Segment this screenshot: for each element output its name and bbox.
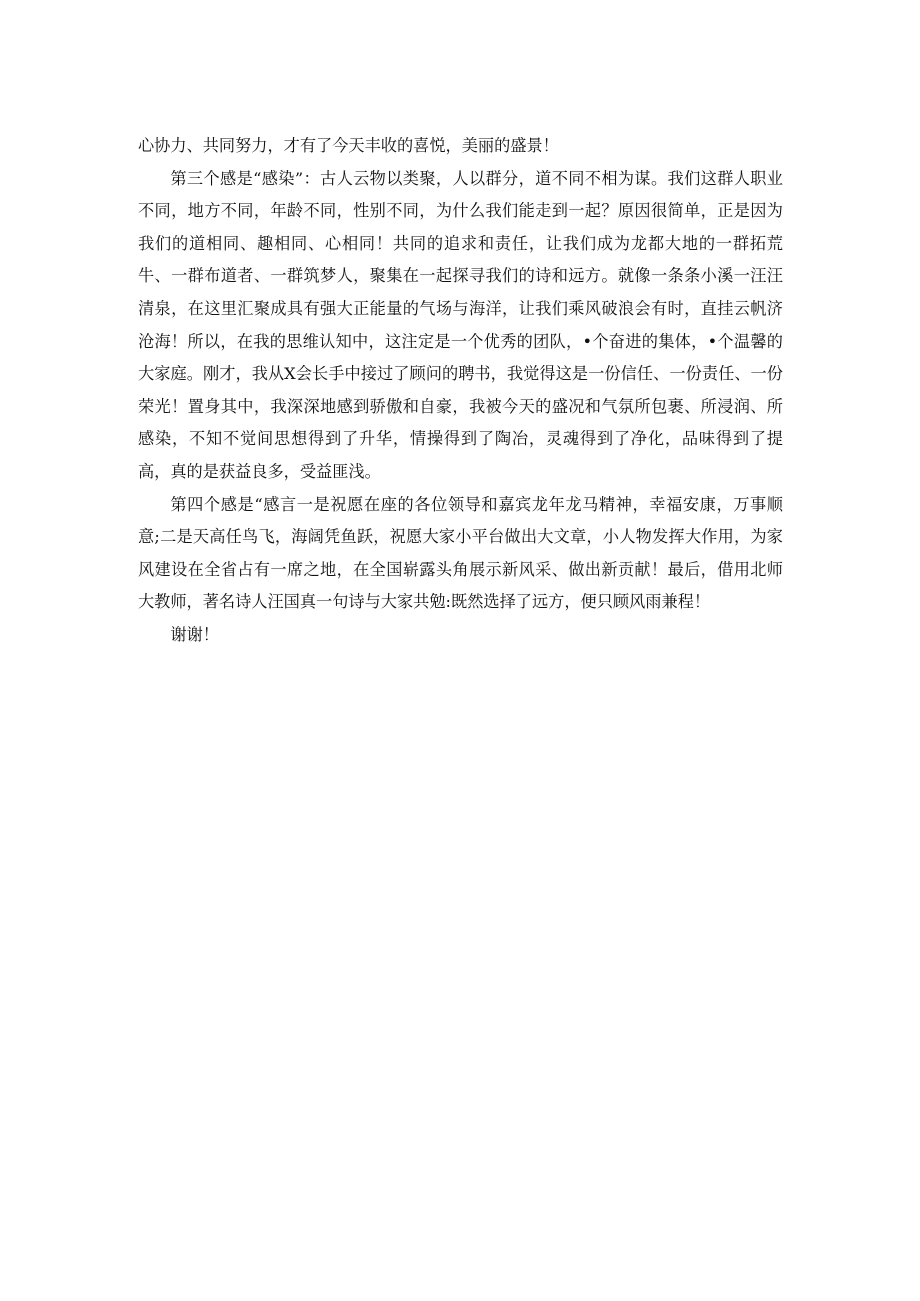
paragraph-fourth-feeling: 第四个感是“感言一是祝愿在座的各位领导和嘉宾龙年龙马精神，幸福安康，万事顺意;二是天高任鸟飞，海阔凭鱼跃，祝愿大家小平台做出大文章，小人物发挥大作用，为家风建设在全省占有一席之地，在全国崭露头角展示新风采、做出新贡献！最后，借用北师大教师，著名诗人汪国真一句诗与大家共勉:既然选择了远方，便只顾风雨兼程！	[138, 494, 783, 612]
paragraph-thanks: 谢谢！	[170, 624, 219, 644]
paragraph-continuation: 心协力、共同努力，才有了今天丰收的喜悦，美丽的盛景！	[138, 136, 559, 155]
paragraph-third-feeling: 第三个感是“感染”：古人云物以类聚，人以群分，道不同不相为谋。我们这群人职业不同，地方不同，年龄不同，性别不同，为什么我们能走到一起？原因很简单，正是因为我们的道相同、趣相同、心相同！共同的追求和责任，让我们成为龙都大地的一群拓荒牛、一群布道者、一群筑梦人，聚集在一起探寻我们的诗和远方。就像一条条小溪一汪汪清泉，在这里汇聚成具有强大正能量的气场与海洋，让我们乘风破浪会有时，直挂云帆济沧海！所以，在我的思维认知中，这注定是一个优秀的团队，•个奋进的集体，•个温馨的大家庭。刚才，我从X会长手中接过了顾问的聘书，我觉得这是一份信任、一份责任、一份荣光！置身其中，我深深地感到骄傲和自豪，我被今天的盛况和气氛所包裹、所浸润、所感染，不知不觉间思想得到了升华，情操得到了陶冶，灵魂得到了净化，品味得到了提高，真的是获益良多，受益匪浅。	[138, 168, 783, 481]
document-page	[138, 130, 783, 652]
